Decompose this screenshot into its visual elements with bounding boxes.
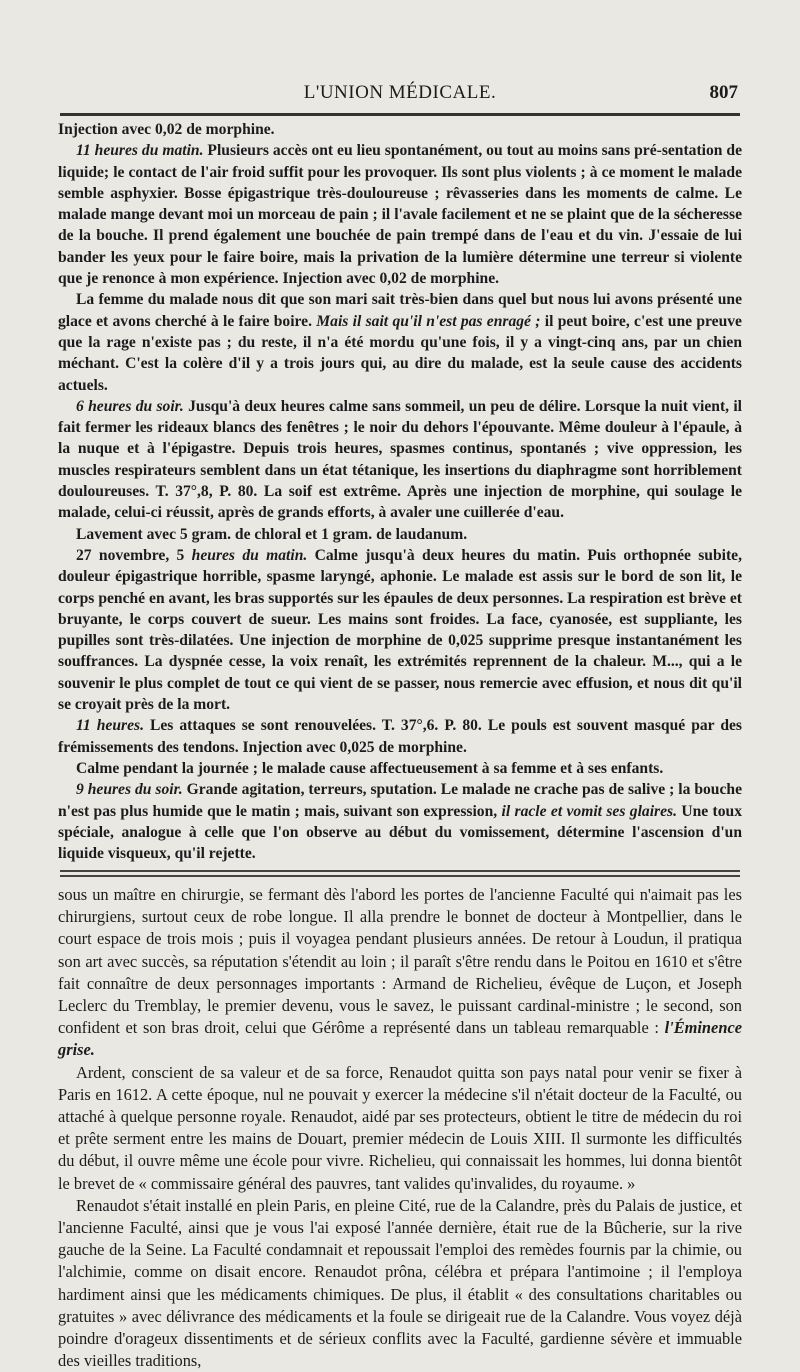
paragraph-text: Ardent, conscient de sa valeur et de sa force, Renaudot quitta son pays natal pour venir se fixer à Paris en 1612. A cette époque, nul ne pouvait y exercer la médecine s'il n'était docteur de la Faculté, ou attaché à quelque personne royale. Renaudot, aidé par ses protecteurs, obtient le titre de médecin du roi et prête serment entre les mains de Douart, premier médecin de Louis XIII. Il surmonte les difficultés du début, il ouvre même une école pour vivre. Richelieu, qui connaissait les hommes, lui donna bientôt le brevet de « commissaire général des pauvres, tant valides qu'invalides, du royaume. » — [58, 1062, 742, 1193]
case-report-column — [58, 119, 742, 864]
paragraph — [58, 396, 742, 524]
paragraph-text: La femme du malade nous dit que son mari sait très-bien dans quel but nous lui avons présenté une glace et avons cherché à le faire boire. — [58, 291, 742, 330]
time-heading: 11 heures. — [76, 717, 144, 735]
section-divider — [60, 875, 740, 877]
emphasis-text: Mais il sait qu'il n'est pas enragé ; — [316, 312, 541, 330]
time-heading: heures du matin. — [191, 546, 308, 564]
header-rule — [60, 113, 740, 116]
paragraph-text: sous un maître en chirurgie, se fermant dès l'abord les portes de l'ancienne Faculté qui n'aimait pas les chirurgiens, surtout ceux de robe longue. Il alla prendre le bonnet de docteur à Montpellier, dans le court espace de trois mois ; puis il voyagea pendant plusieurs années. De retour à Loudun, il pratiqua son art avec succès, sa réputation s'étendit au loin ; il paraît s'être rendu dans le Poitou en 1610 et s'être fait connaître de deux personnages importants : Armand de Richelieu, évêque de Luçon, et Joseph Leclerc du Tremblay, le premier devenu, vous le savez, le puissant cardinal-ministre ; le second, son confident et son bras droit, celui que Gérôme a représenté dans un tableau remarquable : — [58, 885, 742, 1038]
running-header — [60, 82, 740, 108]
paragraph — [58, 1195, 742, 1372]
paragraph-text: Injection avec 0,02 de morphine. — [58, 121, 275, 138]
section-divider — [60, 870, 740, 872]
emphasis-text: l'Éminence grise. — [58, 1018, 742, 1060]
paragraph — [58, 289, 742, 395]
paragraph-text: Une toux spéciale, analogue à celle que l'on observe au début du vomissement, détermine l'ascension d'un liquide visqueux, qu'il rejette. — [58, 802, 742, 863]
page-number: 807 — [709, 82, 738, 103]
journal-title: L'UNION MÉDICALE. — [303, 82, 497, 103]
emphasis-text: il racle et vomit ses glaires. — [501, 802, 677, 820]
paragraph — [58, 1062, 742, 1195]
paragraph-text: Les attaques se sont renouvelées. T. 37°,6. P. 80. Le pouls est souvent masqué par des frémissements des tendons. Injection avec 0,025 de morphine. — [58, 717, 742, 756]
paragraph — [58, 758, 742, 779]
paragraph-text: Calme jusqu'à deux heures du matin. Puis orthopnée subite, douleur épigastrique horrible, spasme laryngé, aphonie. Le malade est assis sur le bord de son lit, le corps penché en avant, les bras supportés sur les épaules de deux personnes. La respiration est brève et bruyante, le corps couvert de sueur. Les mains sont froides. La face, cyanosée, est suppliante, les pupilles sont très-dilatées. Une injection de morphine de 0,025 supprime presque instantanément les souffrances. La dyspnée cesse, la voix renaît, les extrémités reprennent de la chaleur. M..., qui a le souvenir le plus complet de tout ce qui vient de se passer, nous remercie avec effusion, et nous dit qu'il se croyait près de la mort. — [58, 546, 742, 714]
paragraph-text: Plusieurs accès ont eu lieu spontanément, ou tout au moins sans pré-sentation de liquide; le contact de l'air froid suffit pour les provoquer. Ils sont plus violents ; à ce moment le malade semble asphyxier. Bosse épigastrique très-douloureuse ; rêvasseries dans les moments de calme. Le malade mange devant moi un morceau de pain ; il l'avale facilement et ne se plaint que de la sécheresse de la bouche. Il prend également une bouchée de pain trempé dans de l'eau et du vin. J'essaie de lui bander les yeux pour le faire boire, mais la privation de la lumière détermine une terreur si violente que je renonce à mon expérience. Injection avec 0,02 de morphine. — [58, 142, 742, 288]
time-heading: 11 heures du matin. — [76, 142, 204, 160]
paragraph-text: Renaudot s'était installé en plein Paris, en pleine Cité, rue de la Calandre, près du Palais de justice, et l'ancienne Faculté, ainsi que je vous l'ai exposé l'année dernière, était rue de la Bûcherie, sur la rive gauche de la Seine. La Faculté condamnait et repoussait l'emploi des remèdes fournis par la chimie, ou l'alchimie, comme on disait encore. Renaudot prôna, célébra et prépara l'antimoine ; il l'employa hardiment ainsi que les médicaments chimiques. De plus, il établit « des consultations charitables ou gratuites » avec délivrance des médicaments et la foule se dirigeait rue de la Calandre. Vous voyez déjà poindre d'orageux dissentiments et de sérieux conflits avec la Faculté, gardienne sévère et immuable des vieilles traditions, — [58, 1195, 742, 1371]
paragraph-text: il peut boire, c'est une preuve que la rage n'existe pas ; du reste, il n'a été mordu qu'une fois, il y a vingt-cinq ans, par un chien méchant. C'est la colère d'il y a trois jours qui, au dire du malade, est la seule cause des accidents actuels. — [58, 312, 742, 394]
paragraph — [58, 140, 742, 289]
paragraph — [58, 119, 742, 140]
time-heading: 9 heures du soir. — [76, 781, 183, 799]
paragraph-text: Jusqu'à deux heures calme sans sommeil, un peu de délire. Lorsque la nuit vient, il fait fermer les rideaux blancs des fenêtres ; le noir du dehors l'épouvante. Même douleur à l'épaule, à la nuque et à l'épigastre. Depuis trois heures, spasmes continus, spontanés ; vive oppression, les muscles respirateurs semblent dans un état tétanique, les insertions du diaphragme sont horriblement douloureuses. T. 37°,8, P. 80. La soif est extrême. Après une injection de morphine, qui soulage le malade, celui-ci réussit, après de grands efforts, à avaler une cuillerée d'eau. — [58, 397, 742, 522]
paragraph — [58, 779, 742, 864]
time-heading: 6 heures du soir. — [76, 397, 184, 415]
paragraph-text: Lavement avec 5 gram. de chloral et 1 gram. de laudanum. — [76, 525, 468, 543]
feuilleton-column — [58, 884, 742, 1372]
paragraph — [58, 524, 742, 545]
paragraph — [58, 715, 742, 758]
paragraph-text: Calme pendant la journée ; le malade cause affectueusement à sa femme et à ses enfants. — [76, 759, 664, 777]
paragraph-text: Grande agitation, terreurs, sputation. Le malade ne crache pas de salive ; la bouche n'est pas plus humide que le matin ; mais, suivant son expression, — [58, 781, 742, 820]
paragraph — [58, 884, 742, 1062]
paragraph-text: 27 novembre, 5 — [76, 546, 192, 564]
paragraph — [58, 545, 742, 715]
